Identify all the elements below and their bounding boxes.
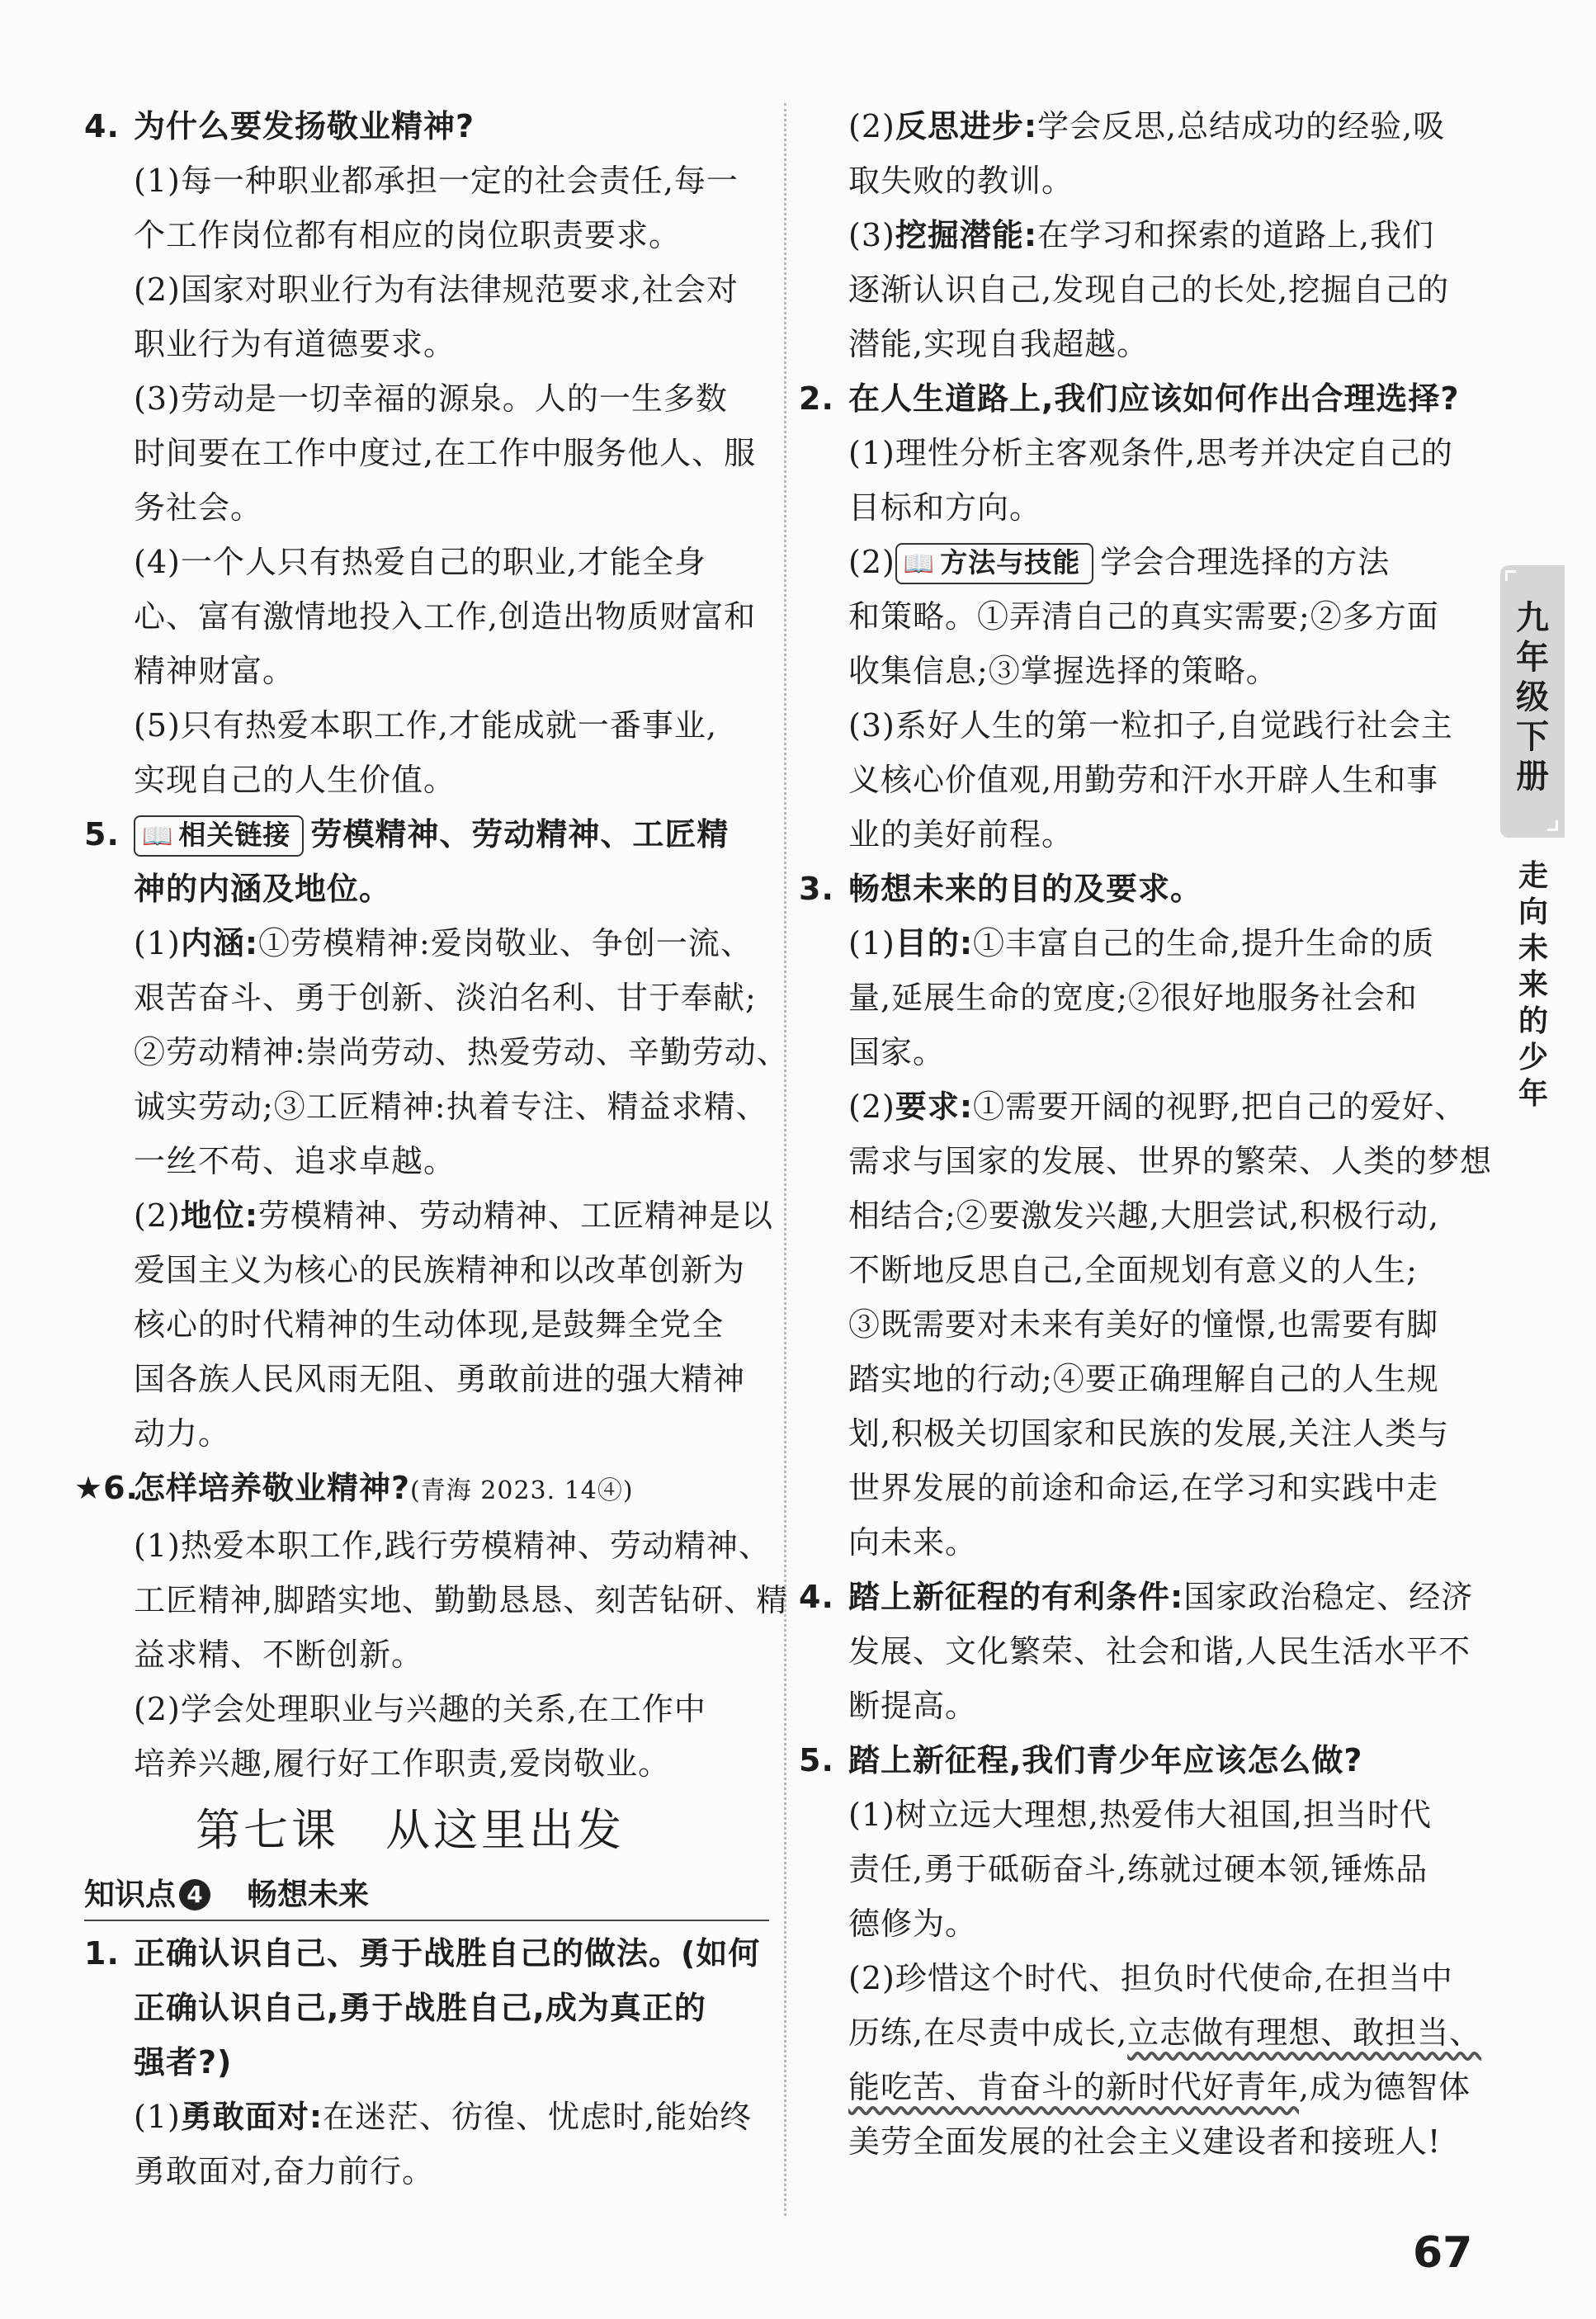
answer-line: 实现自己的人生价值。 — [134, 762, 456, 798]
answer-line: 责任,勇于砥砺奋斗,练就过硬本领,锤炼品 — [848, 1851, 1428, 1887]
question-number: 4. — [799, 1579, 834, 1615]
question-5 — [84, 807, 789, 1461]
question-title: 畅想未来的目的及要求。 — [848, 871, 1203, 907]
answer-line: (5)只有热爱本职工作,才能成就一番事业, — [134, 707, 717, 744]
answer-line: (2)学会处理职业与兴趣的关系,在工作中 — [134, 1691, 706, 1727]
question-title: 劳模精神、劳动精神、工匠精 — [310, 816, 730, 853]
answer-line: 发展、文化繁荣、社会和谐,人民生活水平不 — [848, 1633, 1471, 1670]
answer-line: 量,延展生命的宽度;②很好地服务社会和 — [848, 980, 1418, 1016]
lesson-name: 从这里出发 — [385, 1804, 625, 1856]
item-prefix: (3) — [848, 217, 895, 253]
answer-line: 务社会。 — [134, 489, 263, 526]
item-prefix: (2) — [848, 108, 895, 144]
question-4 — [84, 99, 769, 807]
related-link-tag — [134, 815, 304, 857]
answer-line: 艰苦奋斗、勇于创新、淡泊名利、甘于奉献; — [134, 980, 757, 1016]
answer-line: 目标和方向。 — [848, 489, 1042, 526]
right-column — [799, 99, 1493, 2169]
answer-line: 心、富有激情地投入工作,创造出物质财富和 — [134, 598, 757, 635]
question-title: 踏上新征程,我们青少年应该怎么做? — [848, 1742, 1363, 1778]
question-title: 在人生道路上,我们应该如何作出合理选择? — [848, 380, 1460, 417]
answer-line: 国家。 — [848, 1034, 946, 1070]
answer-line: ③既需要对未来有美好的憧憬,也需要有脚 — [848, 1306, 1439, 1343]
question-number: 4. — [84, 108, 120, 144]
answer-line: 和策略。①弄清自己的真实需要;②多方面 — [848, 598, 1439, 635]
answer-line: 爱国主义为核心的民族精神和以改革创新为 — [134, 1252, 746, 1288]
answer-line: (3)劳动是一切幸福的源泉。人的一生多数 — [134, 380, 728, 417]
book-icon: 📖 — [142, 822, 174, 851]
question-5-right — [799, 1733, 1484, 2169]
emphasis-text: 立志做有理想、敢担当、 — [1127, 2014, 1482, 2051]
lesson-number: 第七课 — [196, 1804, 339, 1856]
question-number: 1. — [84, 1935, 120, 1972]
answer-line: (1)树立远大理想,热爱伟大祖国,担当时代 — [848, 1797, 1432, 1833]
answer-line: (4)一个人只有热爱自己的职业,才能全身 — [134, 544, 706, 580]
answer-line: 核心的时代精神的生动体现,是鼓舞全党全 — [134, 1306, 725, 1343]
keyword: 要求: — [895, 1089, 974, 1125]
answer-line: (2)国家对职业行为有法律规范要求,社会对 — [134, 272, 739, 308]
knowledge-point-header — [84, 1870, 769, 1921]
answer-line: 不断地反思自己,全面规划有意义的人生; — [848, 1252, 1418, 1288]
answer-line: 踏实地的行动;④要正确理解自己的人生规 — [848, 1361, 1439, 1397]
answer-line: ②劳动精神:崇尚劳动、热爱劳动、辛勤劳动、 — [134, 1034, 789, 1070]
question-6 — [74, 1461, 789, 1791]
item-prefix: (2) — [848, 544, 895, 580]
answer-line: 工匠精神,脚踏实地、勤勤恳恳、刻苦钻研、精 — [134, 1582, 789, 1618]
answer-line: 逐渐认识自己,发现自己的长处,挖掘自己的 — [848, 272, 1450, 308]
answer-line: 勇敢面对,奋力前行。 — [134, 2153, 435, 2189]
answer-line: 时间要在工作中度过,在工作中服务他人、服 — [134, 435, 757, 471]
question-number: ★6. — [74, 1470, 139, 1506]
answer-line: (2)珍惜这个时代、担负时代使命,在担当中 — [848, 1960, 1453, 1996]
keyword: 勇敢面对: — [180, 2099, 323, 2135]
question-title: 正确认识自己、勇于战胜自己的做法。(如何 — [134, 1935, 761, 1972]
answer-text: ,成为德智体 — [1299, 2069, 1471, 2105]
answer-line: 业的美好前程。 — [848, 816, 1074, 853]
answer-line: 动力。 — [134, 1415, 231, 1452]
question-3 — [799, 862, 1493, 1570]
question-title-cont: 正确认识自己,勇于战胜自己,成为真正的 — [134, 1990, 706, 2026]
answer-line: 国各族人民风雨无阻、勇敢前进的强大精神 — [134, 1361, 746, 1397]
keyword: 内涵: — [180, 925, 259, 961]
left-column — [74, 99, 789, 2199]
answer-line: 美劳全面发展的社会主义建设者和接班人! — [848, 2123, 1442, 2160]
item-prefix: (2) — [134, 1197, 181, 1234]
knowledge-point-number: 4 — [179, 1879, 210, 1910]
answer-line: 世界发展的前途和命运,在学习和实践中走 — [848, 1470, 1439, 1506]
question-1-continued — [799, 99, 1484, 371]
item-prefix: (1) — [848, 925, 895, 961]
answer-text: 在迷茫、彷徨、忧虑时,能始终 — [323, 2099, 753, 2135]
answer-text: 国家政治稳定、经济 — [1183, 1579, 1474, 1615]
answer-line: 一丝不苟、追求卓越。 — [134, 1143, 456, 1179]
question-number: 3. — [799, 871, 834, 907]
keyword: 踏上新征程的有利条件: — [848, 1579, 1184, 1615]
page-number: 67 — [1413, 2228, 1473, 2278]
answer-text: ①丰富自己的生命,提升生命的质 — [973, 925, 1435, 961]
tag-label: 相关链接 — [178, 819, 291, 851]
answer-line: 向未来。 — [848, 1524, 978, 1561]
question-2 — [799, 371, 1484, 862]
answer-line: 益求精、不断创新。 — [134, 1637, 424, 1673]
answer-line: 职业行为有道德要求。 — [134, 326, 456, 362]
answer-line: 断提高。 — [848, 1688, 978, 1724]
item-prefix: (1) — [134, 925, 181, 961]
answer-text: ①需要开阔的视野,把自己的爱好、 — [973, 1089, 1467, 1125]
book-icon: 📖 — [903, 550, 936, 579]
question-title-cont: 神的内涵及地位。 — [134, 871, 392, 907]
answer-line: 培养兴趣,履行好工作职责,爱岗敬业。 — [134, 1745, 671, 1782]
answer-text: 在学习和探索的道路上,我们 — [1037, 217, 1435, 253]
answer-line: 潜能,实现自我超越。 — [848, 326, 1150, 362]
question-4-right — [799, 1570, 1484, 1733]
answer-line: 取失败的教训。 — [848, 163, 1074, 199]
keyword: 反思进步: — [895, 108, 1038, 144]
question-1 — [84, 1926, 769, 2199]
answer-line: (3)系好人生的第一粒扣子,自觉践行社会主 — [848, 707, 1453, 744]
item-prefix: (1) — [134, 2099, 181, 2135]
answer-line: 德修为。 — [848, 1906, 978, 1942]
knowledge-point-title: 畅想未来 — [247, 1877, 369, 1912]
answer-text: 历练,在尽责中成长, — [848, 2014, 1128, 2051]
tag-label: 方法与技能 — [940, 546, 1081, 579]
answer-line: 精神财富。 — [134, 653, 295, 689]
question-number: 2. — [799, 380, 834, 417]
answer-text: 学会合理选择的方法 — [1100, 544, 1391, 580]
answer-text: 劳模精神、劳动精神、工匠精神是以 — [258, 1197, 774, 1234]
exam-source: (青海 2023. 14④) — [410, 1476, 634, 1505]
answer-line: 诚实劳动;③工匠精神:执着专注、精益求精、 — [134, 1089, 768, 1125]
keyword: 目的: — [895, 925, 974, 961]
item-prefix: (2) — [848, 1089, 895, 1125]
answer-line: 义核心价值观,用勤劳和汗水开辟人生和事 — [848, 762, 1439, 798]
answer-line: (1)每一种职业都承担一定的社会责任,每一 — [134, 163, 739, 199]
answer-line: (1)热爱本职工作,践行劳模精神、劳动精神、 — [134, 1528, 771, 1564]
column-divider — [784, 103, 786, 2216]
grade-label: 九 年 级 下 册 — [1516, 599, 1549, 796]
answer-line: 个工作岗位都有相应的岗位职责要求。 — [134, 217, 682, 253]
answer-line: 相结合;②要激发兴趣,大胆尝试,积极行动, — [848, 1197, 1440, 1234]
question-title-cont: 强者?) — [134, 2044, 233, 2080]
question-title: 怎样培养敬业精神? — [134, 1470, 411, 1506]
answer-text: ①劳模精神:爱岗敬业、争创一流、 — [258, 925, 753, 961]
knowledge-point-label: 知识点 — [84, 1877, 176, 1912]
answer-line: 收集信息;③掌握选择的策略。 — [848, 653, 1278, 689]
question-number: 5. — [799, 1742, 834, 1778]
lesson-title — [84, 1791, 769, 1870]
keyword: 挖掘潜能: — [895, 217, 1038, 253]
keyword: 地位: — [180, 1197, 259, 1234]
answer-text: 学会反思,总结成功的经验,吸 — [1037, 108, 1446, 144]
method-skill-tag — [895, 543, 1093, 584]
question-number: 5. — [84, 816, 120, 853]
answer-line: 需求与国家的发展、世界的繁荣、人类的梦想 — [848, 1143, 1493, 1179]
answer-line: (1)理性分析主客观条件,思考并决定自己的 — [848, 435, 1453, 471]
emphasis-text: 能吃苦、肯奋斗的新时代好青年 — [848, 2069, 1300, 2105]
answer-line: 划,积极关切国家和民族的发展,关注人类与 — [848, 1415, 1450, 1452]
unit-title-vertical: 走 向 未 来 的 少 年 — [1518, 859, 1548, 1111]
question-title: 为什么要发扬敬业精神? — [134, 108, 475, 144]
grade-side-tab — [1500, 565, 1565, 838]
